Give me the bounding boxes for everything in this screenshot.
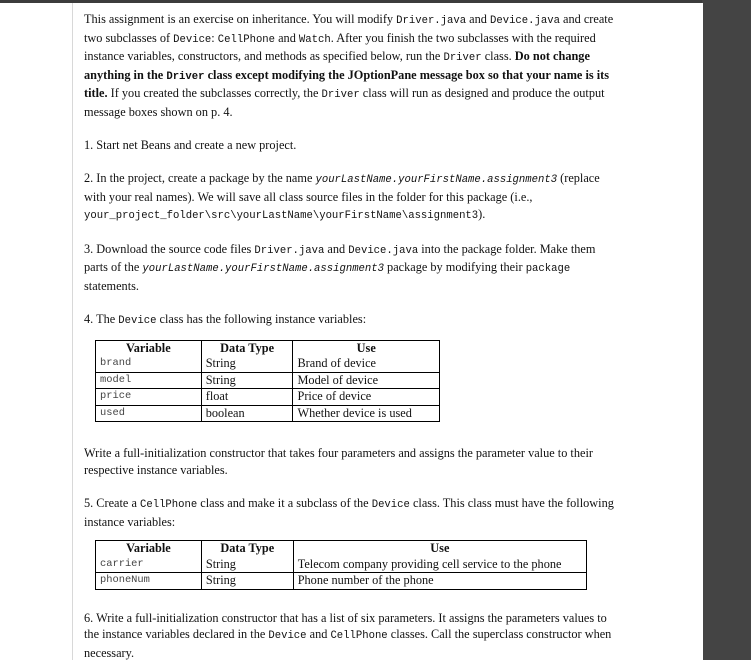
document-content	[84, 11, 614, 661]
cellphone-variables-table	[95, 540, 587, 590]
step-5: 5. Create a CellPhone class and make it a subclass of the Device class. This class must have the following instance variables:	[84, 495, 614, 529]
table-row: brand String Brand of device	[96, 356, 440, 372]
header-data-type: Data Type	[201, 541, 293, 557]
header-use: Use	[293, 340, 440, 356]
table-row: carrier String Telecom company providing cell service to the phone	[96, 557, 587, 573]
table-row: model String Model of device	[96, 372, 440, 389]
header-variable: Variable	[96, 340, 202, 356]
device-variables-table	[95, 340, 440, 423]
viewer-side-panel	[702, 0, 751, 660]
header-variable: Variable	[96, 541, 202, 557]
step-2: 2. In the project, create a package by the name yourLastName.yourFirstName.assignment3 (replace with your real names). We will save all class source files in the folder for this package (i.e., your_project_folder\src\yourLastName\yourFirstName\assignment3).	[84, 171, 600, 222]
step-6: 6. Write a full-initialization constructor that has a list of six parameters. It assigns the parameters values to the instance variables declared in the Device and CellPhone classes. Call the superclass constructor when necessary.	[84, 610, 612, 660]
document-page	[72, 3, 703, 660]
table-header-row	[96, 340, 440, 356]
header-use: Use	[293, 541, 586, 557]
table-row: used boolean Whether device is used	[96, 405, 440, 422]
header-data-type: Data Type	[201, 340, 293, 356]
step-4-constructor: Write a full-initialization constructor that takes four parameters and assigns the parameter value to their respective instance variables.	[84, 446, 593, 477]
step-4: 4. The Device class has the following instance variables:	[84, 312, 367, 328]
table-row: phoneNum String Phone number of the phone	[96, 573, 587, 590]
table-header-row	[96, 541, 587, 557]
table-row: price float Price of device	[96, 389, 440, 406]
step-3: 3. Download the source code files Driver.java and Device.java into the package folder. Make them parts of the yourLastName.yourFirstName.assignment3 package by modifying their package statements.	[84, 241, 596, 293]
intro-paragraph: This assignment is an exercise on inheritance. You will modify Driver.java and Device.java and create two subclasses of Device: CellPhone and Watch. After you finish the two subclasses with the required instance variables, constructors, and methods as specified below, run the Driver class. Do not change anything in the Driver class except modifying the JOptionPane message box so that your name is its title. If you created the subclasses correctly, the Driver class will run as designed and produce the output message boxes shown on p. 4.	[84, 12, 614, 119]
step-1: 1. Start net Beans and create a new project.	[84, 138, 297, 153]
